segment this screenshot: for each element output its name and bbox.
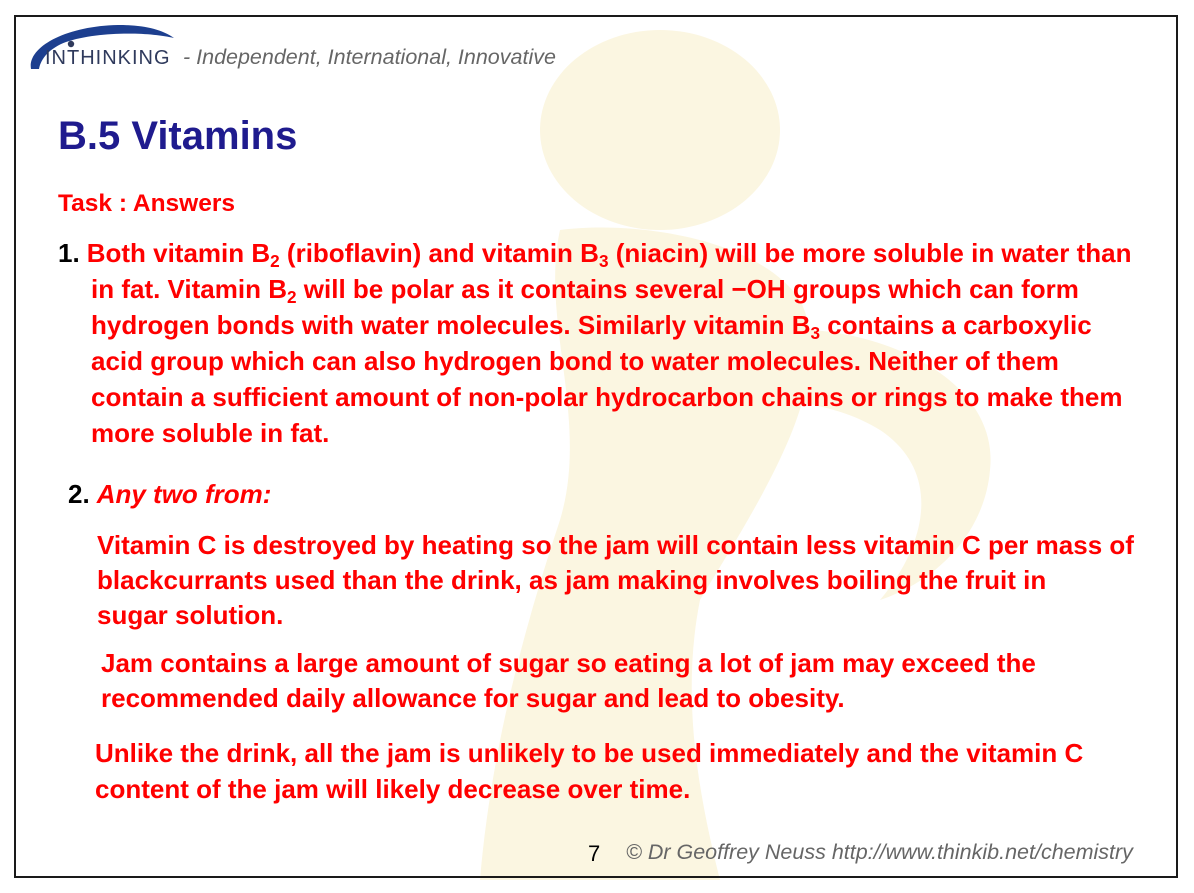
subscript: 2	[287, 287, 297, 308]
answer-text: will be polar as it contains several −OH groups which can form	[296, 274, 1079, 304]
answer-1-line	[58, 271, 1131, 307]
answer-text: contains a carboxylic	[820, 310, 1092, 340]
inthinking-logo	[0, 0, 180, 80]
point-line: recommended daily allowance for sugar and lead to obesity.	[101, 683, 845, 713]
answer-1-line	[58, 235, 1131, 271]
answer-text: in fat. Vitamin B	[91, 274, 287, 304]
answer-1-number: 1.	[58, 238, 80, 268]
logo-wordmark: INTHINKING	[45, 47, 171, 69]
page-number: 7	[588, 841, 601, 866]
answer-2-point	[95, 735, 1083, 807]
subscript: 2	[270, 251, 280, 272]
point-line: blackcurrants used than the drink, as jam making involves boiling the fruit in	[97, 565, 1047, 595]
answer-2-number: 2.	[68, 479, 90, 509]
answer-2	[68, 476, 271, 512]
answer-text: Both vitamin B	[86, 238, 271, 268]
answer-text: (riboflavin) and vitamin B	[279, 238, 599, 268]
slide-title: B.5 Vitamins	[58, 114, 298, 158]
subscript: 3	[598, 251, 609, 272]
answer-text: hydrogen bonds with water molecules. Similarly vitamin B	[91, 310, 811, 340]
copyright-notice: © Dr Geoffrey Neuss http://www.thinkib.net/chemistry	[626, 840, 1133, 864]
subscript: 3	[810, 323, 821, 344]
answer-text: (niacin) will be more soluble in water than	[608, 238, 1132, 268]
answer-2-point	[101, 646, 1036, 716]
answer-1-line	[58, 415, 1131, 451]
point-line: content of the jam will likely decrease over time.	[95, 774, 691, 804]
answer-text: more soluble in fat.	[91, 418, 330, 448]
answer-2-heading-line	[68, 476, 271, 512]
point-line: Jam contains a large amount of sugar so eating a lot of jam may exceed the	[101, 648, 1036, 678]
answer-2-point	[97, 528, 1134, 633]
answer-1-line	[58, 307, 1131, 343]
answer-text: acid group which can also hydrogen bond to water molecules. Neither of them	[91, 346, 1059, 376]
answer-1	[58, 235, 1131, 451]
answer-1-line	[58, 379, 1131, 415]
task-label: Task : Answers	[58, 190, 236, 217]
point-line: Vitamin C is destroyed by heating so the jam will contain less vitamin C per mass of	[97, 530, 1134, 560]
point-line: sugar solution.	[97, 600, 284, 630]
point-line: Unlike the drink, all the jam is unlikely to be used immediately and the vitamin C	[95, 738, 1084, 768]
tagline: - Independent, International, Innovative	[183, 45, 556, 69]
answer-text: contain a sufficient amount of non-polar hydrocarbon chains or rings to make them	[91, 382, 1123, 412]
answer-1-line	[58, 343, 1131, 379]
answer-2-heading: Any two from:	[96, 479, 272, 509]
